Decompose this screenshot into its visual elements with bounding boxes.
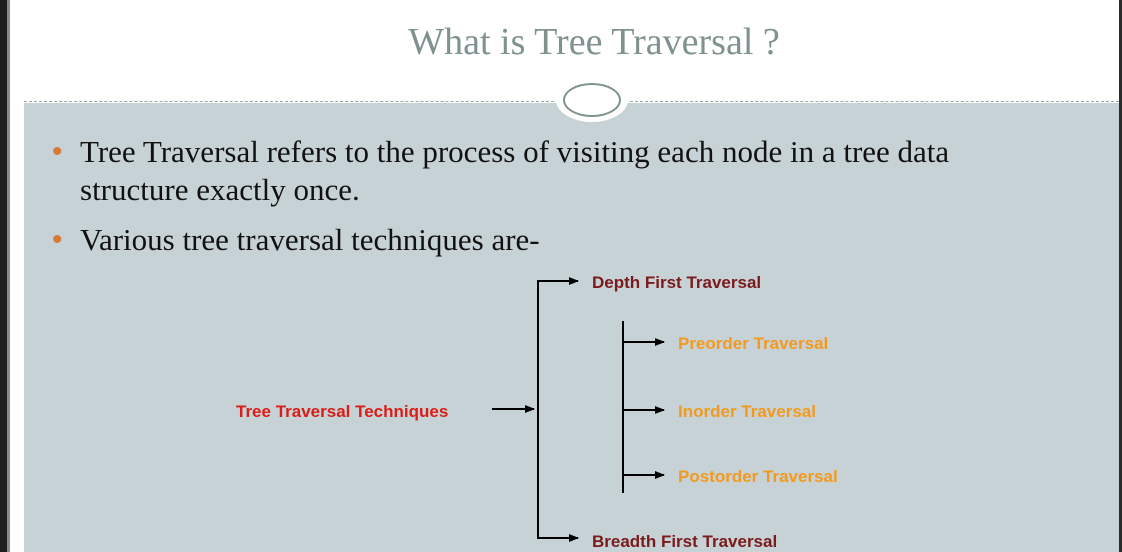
slide-title: What is Tree Traversal ? [408,21,780,63]
postorder-label: Postorder Traversal [678,467,838,486]
bullet-1-line-2: structure exactly once. [80,172,360,207]
depth-first-label: Depth First Traversal [592,273,762,292]
inorder-label: Inorder Traversal [678,402,816,421]
bullet-1-marker: • [52,135,63,168]
preorder-label: Preorder Traversal [678,334,829,353]
bullet-2-marker: • [52,223,63,256]
bullet-1-line-1: Tree Traversal refers to the process of visiting each node in a tree data [80,134,950,169]
breadth-first-label: Breadth First Traversal [592,532,778,551]
bullet-2-line-1: Various tree traversal techniques are- [80,222,540,257]
root-node-label: Tree Traversal Techniques [236,402,449,421]
